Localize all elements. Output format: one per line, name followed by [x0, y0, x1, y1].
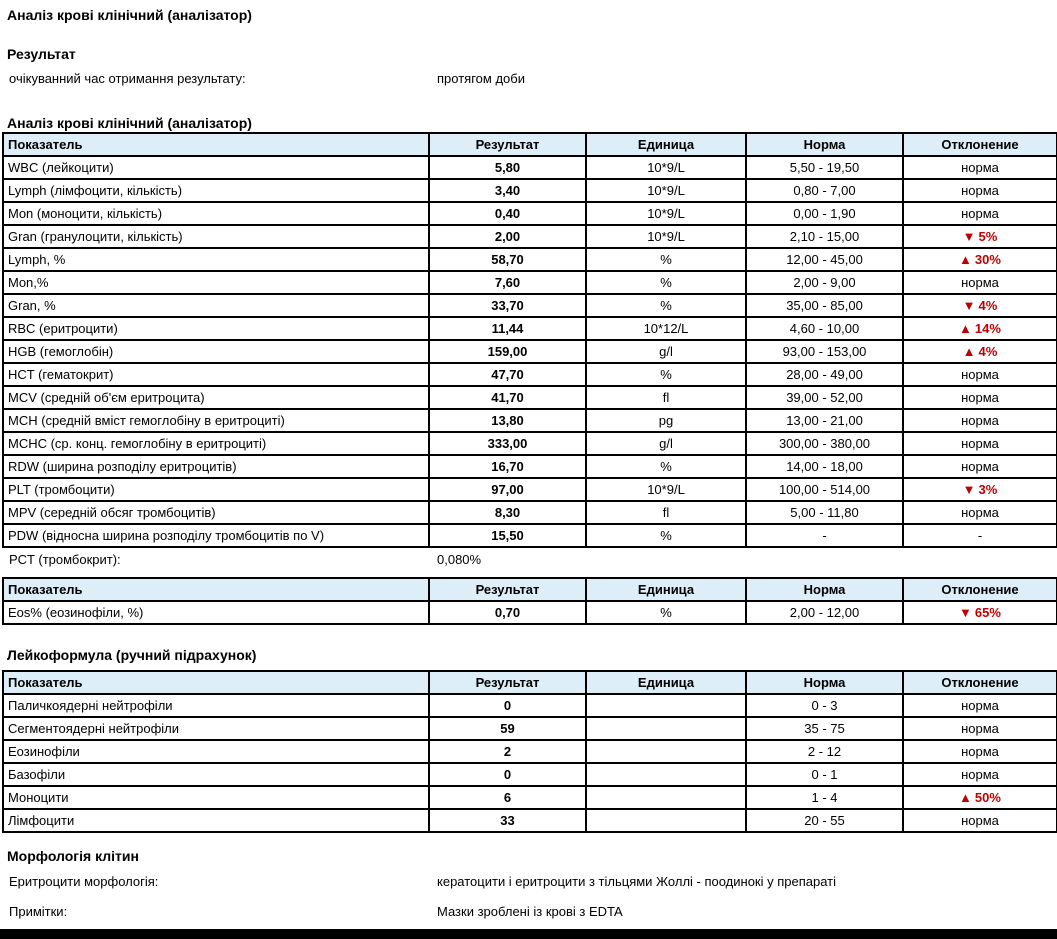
- pct-row: [0, 552, 1057, 567]
- deviation-value: норма: [903, 455, 1057, 478]
- unit-value: %: [586, 248, 746, 271]
- notes-row: [0, 904, 1057, 919]
- parameter-name: WBC (лейкоцити): [3, 156, 429, 179]
- table-row: [3, 740, 1057, 763]
- leukocyte-formula-table: [2, 670, 1057, 833]
- parameter-name: PDW (відносна ширина розподілу тромбоцитів по V): [3, 524, 429, 547]
- up-triangle-icon: ▲: [959, 790, 972, 805]
- deviation-value: норма: [903, 202, 1057, 225]
- norm-range: 20 - 55: [746, 809, 903, 832]
- parameter-name: MCHC (ср. конц. гемоглобіну в еритроциті): [3, 432, 429, 455]
- table-row: [3, 524, 1057, 547]
- parameter-name: HCT (гематокрит): [3, 363, 429, 386]
- deviation-value: норма: [903, 694, 1057, 717]
- unit-value: 10*9/L: [586, 478, 746, 501]
- deviation-percent: 3%: [978, 482, 998, 497]
- down-triangle-icon: ▼: [962, 482, 976, 497]
- deviation-value: -: [903, 524, 1057, 547]
- unit-value: 10*9/L: [586, 179, 746, 202]
- deviation-value: норма: [903, 156, 1057, 179]
- deviation-value: [903, 294, 1057, 317]
- result-value: 33,70: [429, 294, 586, 317]
- parameter-name: MCV (средній об'єм еритроцита): [3, 386, 429, 409]
- unit-value: %: [586, 524, 746, 547]
- down-triangle-icon: ▼: [959, 605, 972, 620]
- deviation-value: [903, 317, 1057, 340]
- parameter-name: Lymph (лімфоцити, кількість): [3, 179, 429, 202]
- table-row: [3, 786, 1057, 809]
- unit-value: 10*9/L: [586, 202, 746, 225]
- result-value: 47,70: [429, 363, 586, 386]
- deviation-percent: 30%: [974, 252, 1001, 267]
- deviation-percent: 50%: [974, 790, 1001, 805]
- column-header-unit: Единица: [586, 671, 746, 694]
- result-value: 0,70: [429, 601, 586, 624]
- parameter-name: Сегментоядерні нейтрофіли: [3, 717, 429, 740]
- deviation-value: [903, 786, 1057, 809]
- table-row: [3, 386, 1057, 409]
- up-triangle-icon: ▲: [959, 252, 972, 267]
- result-value: 15,50: [429, 524, 586, 547]
- result-value: 159,00: [429, 340, 586, 363]
- parameter-name: MPV (середній обсяг тромбоцитів): [3, 501, 429, 524]
- result-value: 59: [429, 717, 586, 740]
- norm-range: 5,50 - 19,50: [746, 156, 903, 179]
- parameter-name: Gran (гранулоцити, кількість): [3, 225, 429, 248]
- unit-value: [586, 809, 746, 832]
- result-section-title: Результат: [7, 46, 76, 62]
- table-row: [3, 179, 1057, 202]
- parameter-name: Gran, %: [3, 294, 429, 317]
- deviation-percent: 4%: [978, 344, 998, 359]
- deviation-percent: 65%: [974, 605, 1001, 620]
- column-header-parameter: Показатель: [3, 133, 429, 156]
- unit-value: [586, 740, 746, 763]
- norm-range: 1 - 4: [746, 786, 903, 809]
- parameter-name: Паличкоядерні нейтрофіли: [3, 694, 429, 717]
- result-value: 41,70: [429, 386, 586, 409]
- parameter-name: RBC (еритроцити): [3, 317, 429, 340]
- erythrocyte-morphology-value: кератоцити і еритроцити з тільцями Жоллі - поодинокі у препараті: [437, 874, 837, 889]
- pct-value: 0,080%: [437, 552, 482, 567]
- norm-range: 93,00 - 153,00: [746, 340, 903, 363]
- expected-time-row: [0, 71, 1057, 86]
- result-value: 0: [429, 763, 586, 786]
- unit-value: [586, 694, 746, 717]
- table-row: [3, 432, 1057, 455]
- column-header-norm: Норма: [746, 578, 903, 601]
- result-value: 333,00: [429, 432, 586, 455]
- notes-value: Мазки зроблені із крові з EDTA: [437, 904, 623, 919]
- table-row: [3, 694, 1057, 717]
- result-value: 11,44: [429, 317, 586, 340]
- table-row: [3, 225, 1057, 248]
- table-row: [3, 294, 1057, 317]
- result-value: 33: [429, 809, 586, 832]
- norm-range: 100,00 - 514,00: [746, 478, 903, 501]
- deviation-percent: 14%: [974, 321, 1001, 336]
- unit-value: %: [586, 271, 746, 294]
- norm-range: 14,00 - 18,00: [746, 455, 903, 478]
- norm-range: -: [746, 524, 903, 547]
- table-row: [3, 478, 1057, 501]
- deviation-value: норма: [903, 763, 1057, 786]
- eosinophil-results-table: [2, 577, 1057, 625]
- deviation-percent: 4%: [978, 298, 998, 313]
- parameter-name: HGB (гемоглобін): [3, 340, 429, 363]
- deviation-value: [903, 340, 1057, 363]
- table-header-row: [3, 671, 1057, 694]
- unit-value: g/l: [586, 432, 746, 455]
- analyzer-results-table: [2, 132, 1057, 548]
- norm-range: 0 - 3: [746, 694, 903, 717]
- table-row: [3, 202, 1057, 225]
- unit-value: pg: [586, 409, 746, 432]
- notes-label: Примітки:: [9, 904, 68, 919]
- result-value: 0: [429, 694, 586, 717]
- expected-time-value: протягом доби: [437, 71, 525, 86]
- deviation-value: норма: [903, 740, 1057, 763]
- norm-range: 2 - 12: [746, 740, 903, 763]
- table-row: [3, 340, 1057, 363]
- result-value: 8,30: [429, 501, 586, 524]
- unit-value: [586, 786, 746, 809]
- deviation-value: [903, 601, 1057, 624]
- table-row: [3, 248, 1057, 271]
- column-header-unit: Единица: [586, 578, 746, 601]
- unit-value: %: [586, 455, 746, 478]
- table-header-row: [3, 133, 1057, 156]
- unit-value: fl: [586, 386, 746, 409]
- pct-label: PCT (тромбокрит):: [9, 552, 121, 567]
- result-value: 13,80: [429, 409, 586, 432]
- report-title: Аналіз крові клінічний (аналізатор): [7, 7, 252, 23]
- parameter-name: Lymph, %: [3, 248, 429, 271]
- parameter-name: PLT (тромбоцити): [3, 478, 429, 501]
- parameter-name: Mon (моноцити, кількість): [3, 202, 429, 225]
- unit-value: %: [586, 294, 746, 317]
- result-value: 3,40: [429, 179, 586, 202]
- norm-range: 0,00 - 1,90: [746, 202, 903, 225]
- norm-range: 12,00 - 45,00: [746, 248, 903, 271]
- table-row: [3, 363, 1057, 386]
- column-header-result: Результат: [429, 133, 586, 156]
- column-header-norm: Норма: [746, 671, 903, 694]
- norm-range: 0,80 - 7,00: [746, 179, 903, 202]
- leuko-section-title: Лейкоформула (ручний підрахунок): [7, 647, 257, 663]
- down-triangle-icon: ▼: [962, 229, 976, 244]
- parameter-name: Моноцити: [3, 786, 429, 809]
- column-header-result: Результат: [429, 578, 586, 601]
- column-header-unit: Единица: [586, 133, 746, 156]
- deviation-value: [903, 225, 1057, 248]
- result-value: 97,00: [429, 478, 586, 501]
- deviation-value: норма: [903, 386, 1057, 409]
- table-row: [3, 717, 1057, 740]
- unit-value: fl: [586, 501, 746, 524]
- erythrocyte-morphology-row: [0, 874, 1057, 889]
- result-value: 2: [429, 740, 586, 763]
- unit-value: [586, 763, 746, 786]
- result-value: 0,40: [429, 202, 586, 225]
- morphology-section-title: Морфологія клітин: [7, 848, 139, 864]
- norm-range: 0 - 1: [746, 763, 903, 786]
- column-header-deviation: Отклонение: [903, 578, 1057, 601]
- deviation-percent: 5%: [978, 229, 998, 244]
- table-row: [3, 501, 1057, 524]
- norm-range: 13,00 - 21,00: [746, 409, 903, 432]
- result-value: 5,80: [429, 156, 586, 179]
- unit-value: g/l: [586, 340, 746, 363]
- table-row: [3, 317, 1057, 340]
- column-header-norm: Норма: [746, 133, 903, 156]
- unit-value: 10*9/L: [586, 225, 746, 248]
- deviation-value: [903, 478, 1057, 501]
- parameter-name: RDW (ширина розподілу еритроцитів): [3, 455, 429, 478]
- result-value: 7,60: [429, 271, 586, 294]
- norm-range: 2,10 - 15,00: [746, 225, 903, 248]
- deviation-value: норма: [903, 363, 1057, 386]
- expected-time-label: очікуванний час отримання результату:: [9, 71, 246, 86]
- table-header-row: [3, 578, 1057, 601]
- table-row: [3, 763, 1057, 786]
- up-triangle-icon: ▲: [962, 344, 976, 359]
- parameter-name: Лімфоцити: [3, 809, 429, 832]
- result-value: 16,70: [429, 455, 586, 478]
- deviation-value: норма: [903, 271, 1057, 294]
- column-header-parameter: Показатель: [3, 671, 429, 694]
- deviation-value: норма: [903, 717, 1057, 740]
- norm-range: 2,00 - 9,00: [746, 271, 903, 294]
- result-value: 58,70: [429, 248, 586, 271]
- bottom-black-bar: [0, 929, 1057, 939]
- column-header-deviation: Отклонение: [903, 133, 1057, 156]
- norm-range: 39,00 - 52,00: [746, 386, 903, 409]
- unit-value: 10*9/L: [586, 156, 746, 179]
- norm-range: 35 - 75: [746, 717, 903, 740]
- parameter-name: Еозинофіли: [3, 740, 429, 763]
- norm-range: 4,60 - 10,00: [746, 317, 903, 340]
- table-row: [3, 455, 1057, 478]
- column-header-deviation: Отклонение: [903, 671, 1057, 694]
- norm-range: 2,00 - 12,00: [746, 601, 903, 624]
- result-value: 6: [429, 786, 586, 809]
- norm-range: 300,00 - 380,00: [746, 432, 903, 455]
- up-triangle-icon: ▲: [959, 321, 972, 336]
- unit-value: %: [586, 601, 746, 624]
- norm-range: 35,00 - 85,00: [746, 294, 903, 317]
- table-row: [3, 409, 1057, 432]
- table-row: [3, 156, 1057, 179]
- parameter-name: Базофіли: [3, 763, 429, 786]
- parameter-name: Eos% (еозинофіли, %): [3, 601, 429, 624]
- deviation-value: норма: [903, 179, 1057, 202]
- parameter-name: Mon,%: [3, 271, 429, 294]
- table-row: [3, 809, 1057, 832]
- norm-range: 5,00 - 11,80: [746, 501, 903, 524]
- column-header-result: Результат: [429, 671, 586, 694]
- analyzer-section-title: Аналіз крові клінічний (аналізатор): [7, 115, 252, 131]
- deviation-value: норма: [903, 501, 1057, 524]
- table-row: [3, 601, 1057, 624]
- table-row: [3, 271, 1057, 294]
- deviation-value: норма: [903, 409, 1057, 432]
- unit-value: [586, 717, 746, 740]
- unit-value: %: [586, 363, 746, 386]
- parameter-name: MCH (средній вміст гемоглобіну в еритроциті): [3, 409, 429, 432]
- result-value: 2,00: [429, 225, 586, 248]
- erythrocyte-morphology-label: Еритроцити морфологія:: [9, 874, 159, 889]
- deviation-value: норма: [903, 809, 1057, 832]
- unit-value: 10*12/L: [586, 317, 746, 340]
- deviation-value: [903, 248, 1057, 271]
- down-triangle-icon: ▼: [962, 298, 976, 313]
- norm-range: 28,00 - 49,00: [746, 363, 903, 386]
- column-header-parameter: Показатель: [3, 578, 429, 601]
- deviation-value: норма: [903, 432, 1057, 455]
